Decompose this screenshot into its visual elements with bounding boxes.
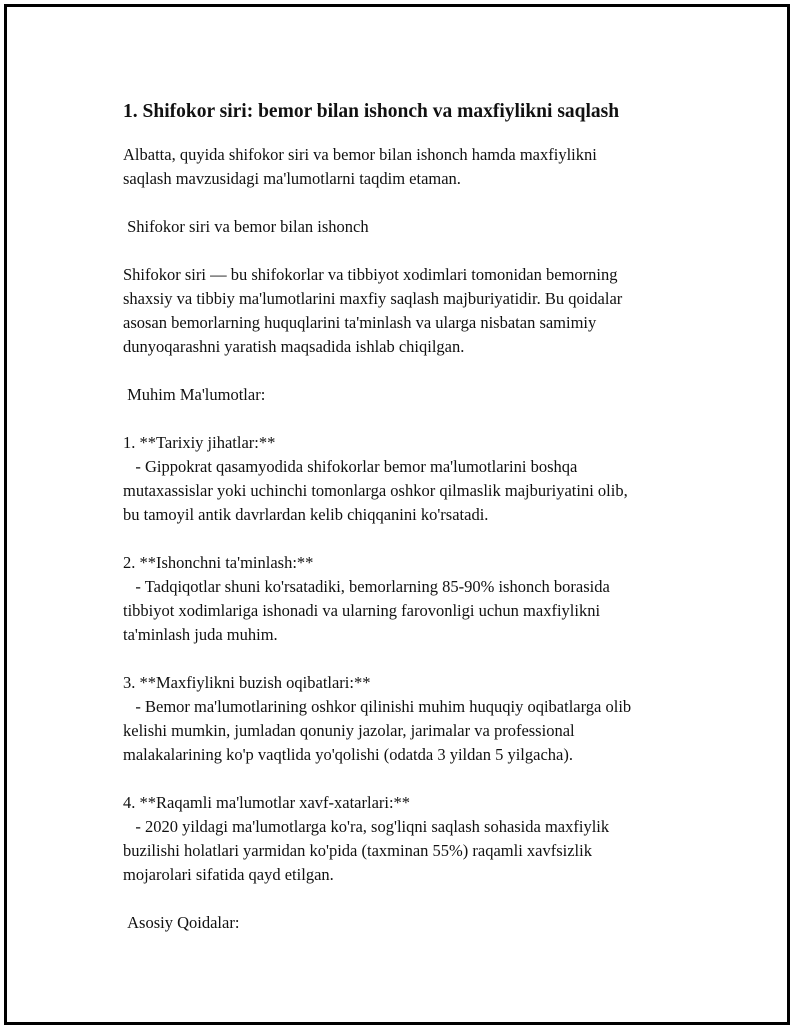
intro-paragraph: Albatta, quyida shifokor siri va bemor bilan ishonch hamda maxfiylikni saqlash mavzusidagi ma'lumotlarni taqdim etaman.	[123, 145, 597, 188]
list-item-digital-risks: 4. **Raqamli ma'lumotlar xavf-xatarlari:** - 2020 yildagi ma'lumotlarga ko'ra, sog'liqni saqlash sohasida maxfiylik buzilishi holatlari yarmidan ko'pida (taxminan 55%) raqamli xavfsizlik mojarolari sifatida qayd etilgan.	[123, 793, 610, 884]
section-heading-trust: Shifokor siri va bemor bilan ishonch	[123, 217, 369, 236]
section-heading-important-info: Muhim Ma'lumotlar:	[123, 385, 266, 404]
list-item-trust: 2. **Ishonchni ta'minlash:** - Tadqiqotlar shuni ko'rsatadiki, bemorlarning 85-90% ishonch borasida tibbiyot xodimlariga ishonadi va ularning farovonligi uchun maxfiylikni ta'minlash juda muhim.	[123, 553, 610, 644]
list-item-historical: 1. **Tarixiy jihatlar:** - Gippokrat qasamyodida shifokorlar bemor ma'lumotlarini boshqa mutaxassislar yoki uchinchi tomonlarga oshkor qilmaslik majburiyatini olib, bu tamoyil antik davrlardan kelib chiqqanini ko'rsatadi.	[123, 433, 628, 524]
definition-paragraph: Shifokor siri — bu shifokorlar va tibbiyot xodimlari tomonidan bemorning shaxsiy va tibbiy ma'lumotlarini maxfiy saqlash majburiyatidir. Bu qoidalar asosan bemorlarning huquqlarini ta'minlash va ularga nisbatan samimiy dunyoqarashni yaratish maqsadida ishlab chiqilgan.	[123, 265, 623, 356]
list-item-breach-consequences: 3. **Maxfiylikni buzish oqibatlari:** - Bemor ma'lumotlarining oshkor qilinishi muhim huquqiy oqibatlarga olib kelishi mumkin, jumladan qonuniy jazolar, jarimalar va professional malakalarining ko'p vaqtlida yo'qolishi (odatda 3 yildan 5 yilgacha).	[123, 673, 632, 764]
section-heading-basic-rules: Asosiy Qoidalar:	[123, 913, 240, 932]
document-body	[123, 99, 713, 935]
document-title: 1. Shifokor siri: bemor bilan ishonch va maxfiylikni saqlash	[123, 101, 620, 122]
page-frame	[4, 4, 790, 1025]
